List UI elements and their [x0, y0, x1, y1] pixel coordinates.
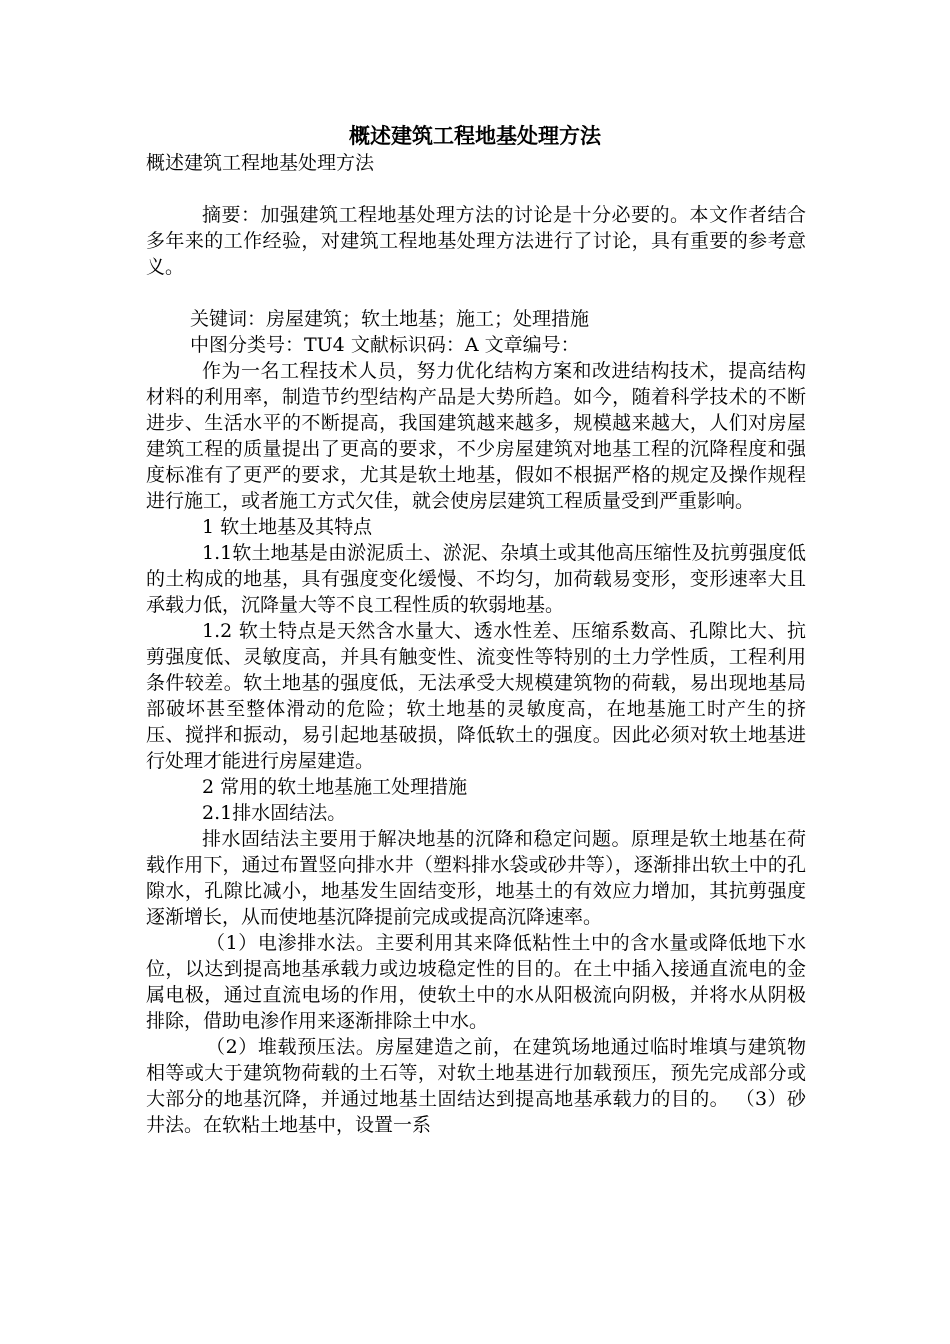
body-paragraph: （2）堆载预压法。房屋建造之前，在建筑场地通过临时堆填与建筑物相等或大于建筑物荷载的土石等，对软土地基进行加载预压，预先完成部分或大部分的地基沉降，并通过地基土固结达到提高地基承载力的目的。 （3）砂井法。在软粘土地基中，设置一系: [146, 1036, 806, 1136]
body-paragraph: 1.2 软土特点是天然含水量大、透水性差、压缩系数高、孔隙比大、抗剪强度低、灵敏度高，并具有触变性、流变性等特别的土力学性质，工程利用条件较差。软土地基的强度低，无法承受大规模建筑物的荷载，易出现地基局部破坏甚至整体滑动的危险；软土地基的灵敏度高，在地基施工时产生的挤压、搅拌和振动，易引起地基破损，降低软土的强度。因此必须对软土地基进行处理才能进行房屋建造。: [146, 620, 806, 772]
abstract-paragraph: 摘要：加强建筑工程地基处理方法的讨论是十分必要的。本文作者结合多年来的工作经验，对建筑工程地基处理方法进行了讨论，具有重要的参考意义。: [146, 204, 806, 278]
document-subtitle: 概述建筑工程地基处理方法: [146, 152, 375, 174]
section-heading: 1 软土地基及其特点: [202, 516, 373, 538]
spacer: [146, 280, 806, 306]
section-heading: 2 常用的软土地基施工处理措施: [202, 776, 468, 798]
subsection-heading: 2.1排水固结法。: [202, 802, 347, 824]
body-paragraph: 作为一名工程技术人员，努力优化结构方案和改进结构技术，提高结构材料的利用率，制造节约型结构产品是大势所趋。如今，随着科学技术的不断进步、生活水平的不断提高，我国建筑越来越多，规模越来越大，人们对房屋建筑工程的质量提出了更高的要求，不少房屋建筑对地基工程的沉降程度和强度标准有了更严的要求，尤其是软土地基，假如不根据严格的规定及操作规程进行施工，或者施工方式欠佳，就会使房层建筑工程质量受到严重影响。: [146, 360, 806, 512]
body-paragraph: （1）电渗排水法。主要利用其来降低粘性土中的含水量或降低地下水位，以达到提高地基承载力或边坡稳定性的目的。在土中插入接通直流电的金属电极，通过直流电场的作用，使软土中的水从阳极流向阴极，并将水从阴极排除，借助电渗作用来逐渐排除土中水。: [146, 932, 806, 1032]
classification-line: 中图分类号：TU4 文献标识码：A 文章编号：: [190, 334, 580, 356]
body-paragraph: 排水固结法主要用于解决地基的沉降和稳定问题。原理是软土地基在荷载作用下，通过布置竖向排水井（塑料排水袋或砂井等），逐渐排出软土中的孔隙水，孔隙比减小，地基发生固结变形，地基土的有效应力增加，其抗剪强度逐渐增长，从而使地基沉降提前完成或提高沉降速率。: [146, 828, 806, 928]
spacer: [146, 176, 806, 202]
keywords-line: 关键词：房屋建筑；软土地基；施工；处理措施: [190, 308, 590, 330]
document-body: [146, 150, 806, 1138]
document-title: 概述建筑工程地基处理方法: [349, 124, 601, 148]
body-paragraph: 1.1软土地基是由淤泥质土、淤泥、杂填土或其他高压缩性及抗剪强度低的土构成的地基，具有强度变化缓慢、不均匀，加荷载易变形，变形速率大且承载力低，沉降量大等不良工程性质的软弱地基。: [146, 542, 806, 616]
